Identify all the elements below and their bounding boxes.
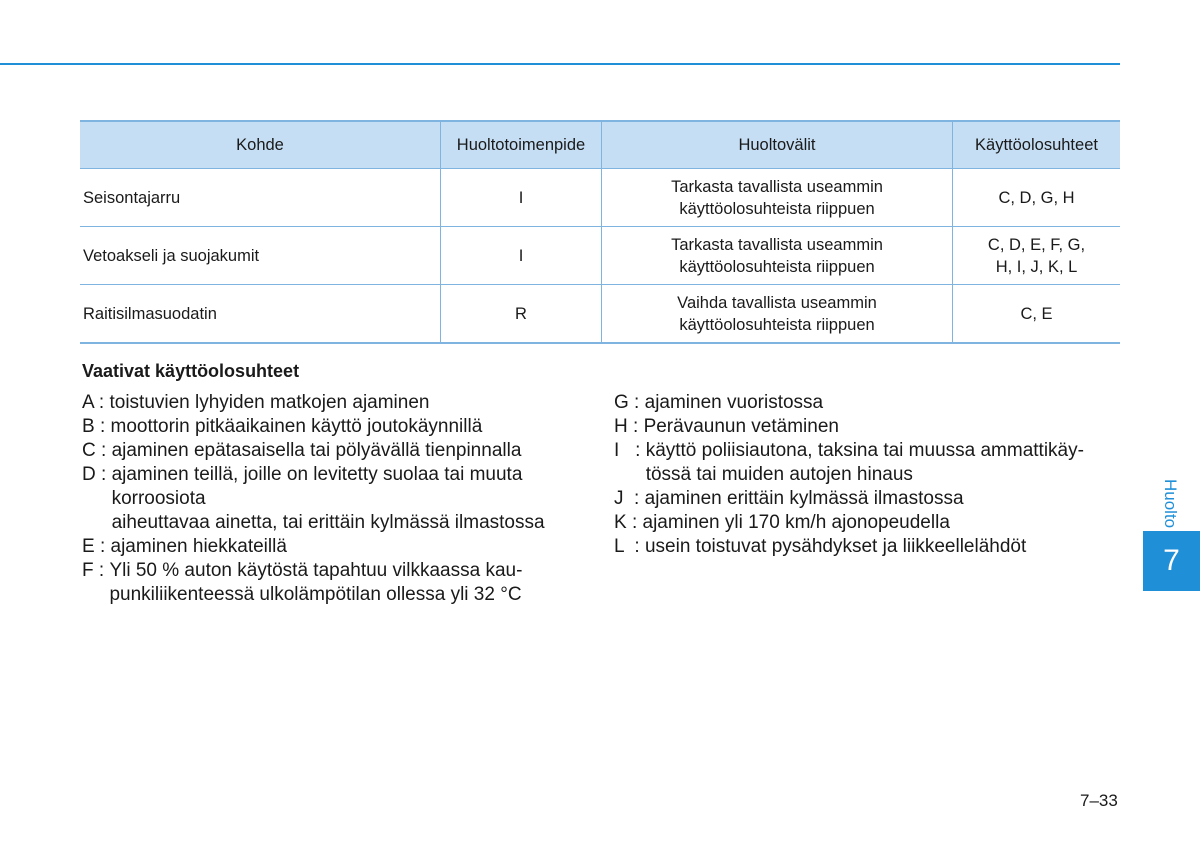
header-huoltovalit: Huoltovälit — [602, 121, 953, 169]
row-item: Raitisilmasuodatin — [80, 285, 441, 344]
condition-item-g: G : ajaminen vuoristossa — [614, 392, 824, 413]
header-kayttoolosuhteet: Käyttöolosuhteet — [953, 121, 1121, 169]
condition-item-h: H : Perävaunun vetäminen — [614, 416, 839, 437]
condition-item-i: I : käyttö poliisiautona, taksina tai muussa ammattikäy-tössä tai muiden autojen hinaus — [614, 440, 1084, 485]
conditions-title: Vaativat käyttöolosuhteet — [82, 361, 300, 381]
header-kohde: Kohde — [80, 121, 441, 169]
top-rule — [0, 63, 1120, 65]
condition-item-f: F : Yli 50 % auton käytöstä tapahtuu vilkkaassa kau-punkiliikenteessä ulkolämpötilan ollessa yli 32 °C — [82, 560, 523, 605]
condition-item-l: L : usein toistuvat pysähdykset ja liikkeellelähdöt — [614, 536, 1027, 557]
row-conditions: C, D, E, F, G, H, I, J, K, L — [953, 227, 1121, 285]
row-conditions: C, E — [953, 285, 1121, 344]
maintenance-table — [80, 120, 1120, 344]
section-tab-label: Huolto — [1161, 479, 1180, 529]
table-row — [80, 285, 1120, 344]
row-item: Vetoakseli ja suojakumit — [80, 227, 441, 285]
header-huoltotoimenpide: Huoltotoimenpide — [441, 121, 602, 169]
row-action: I — [441, 169, 602, 227]
table-header-row — [80, 121, 1120, 169]
condition-item-b: B : moottorin pitkäaikainen käyttö joutokäynnillä — [82, 416, 483, 437]
row-interval: Tarkasta tavallista useammin käyttöolosuhteista riippuen — [602, 169, 953, 227]
row-interval: Vaihda tavallista useammin käyttöolosuhteista riippuen — [602, 285, 953, 344]
condition-item-j: J : ajaminen erittäin kylmässä ilmastossa — [614, 488, 964, 509]
table-row — [80, 227, 1120, 285]
condition-item-c: C : ajaminen epätasaisella tai pölyävällä tienpinnalla — [82, 440, 522, 461]
page-number: 7–33 — [1080, 791, 1118, 810]
row-interval: Tarkasta tavallista useammin käyttöolosuhteista riippuen — [602, 227, 953, 285]
condition-item-a: A : toistuvien lyhyiden matkojen ajaminen — [82, 392, 430, 413]
conditions-list-left — [82, 391, 592, 607]
row-conditions: C, D, G, H — [953, 169, 1121, 227]
chapter-number-tab: 7 — [1143, 531, 1200, 591]
condition-item-d: D : ajaminen teillä, joille on levitetty suolaa tai muuta korroosiota aiheuttavaa ainetta, tai erittäin kylmässä ilmastossa — [82, 464, 545, 533]
row-action: R — [441, 285, 602, 344]
conditions-list-right — [614, 391, 1124, 559]
row-action: I — [441, 227, 602, 285]
condition-item-e: E : ajaminen hiekkateillä — [82, 536, 287, 557]
condition-item-k: K : ajaminen yli 170 km/h ajonopeudella — [614, 512, 950, 533]
row-item: Seisontajarru — [80, 169, 441, 227]
table-row — [80, 169, 1120, 227]
